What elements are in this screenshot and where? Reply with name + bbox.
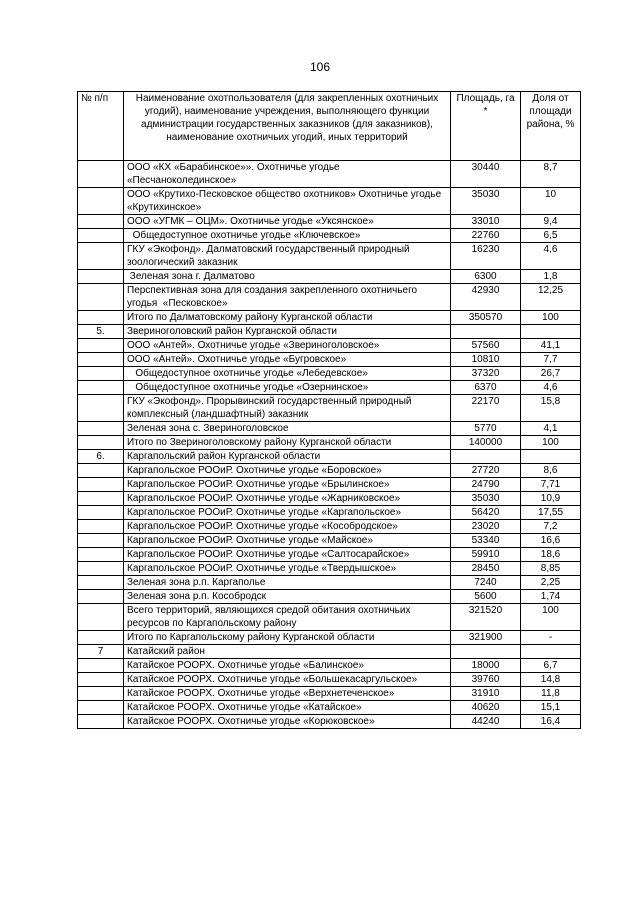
row-share: 11,8	[521, 687, 581, 701]
table-row	[78, 381, 581, 395]
row-name: Итого по Звериноголовскому району Курганской области	[124, 436, 451, 450]
table-header-row	[78, 92, 581, 161]
table-row	[78, 311, 581, 325]
row-name: Катайское РООРХ. Охотничье угодье «Катайское»	[124, 701, 451, 715]
row-share: 17,55	[521, 506, 581, 520]
row-name: Зеленая зона р.п. Кособродск	[124, 590, 451, 604]
row-number	[78, 562, 124, 576]
header-number: № п/п	[78, 92, 124, 161]
row-name: Каргапольское РООиР. Охотничье угодье «Майское»	[124, 534, 451, 548]
row-area: 59910	[451, 548, 521, 562]
row-share: 100	[521, 436, 581, 450]
row-name: Зеленая зона с. Звериноголовское	[124, 422, 451, 436]
row-area: 7240	[451, 576, 521, 590]
row-area	[451, 645, 521, 659]
row-share: -	[521, 631, 581, 645]
row-name: ООО «Крутихо-Песковское общество охотников» Охотничье угодье «Крутихинское»	[124, 188, 451, 215]
row-name: Итого по Каргапольскому району Курганской области	[124, 631, 451, 645]
row-share: 15,1	[521, 701, 581, 715]
row-number	[78, 590, 124, 604]
row-name: Каргапольское РООиР. Охотничье угодье «Кособродское»	[124, 520, 451, 534]
table-row	[78, 715, 581, 729]
row-name: ООО «КХ «Барабинское»». Охотничье угодье «Песчаноколединское»	[124, 161, 451, 188]
row-area: 321900	[451, 631, 521, 645]
row-number	[78, 353, 124, 367]
row-number	[78, 659, 124, 673]
row-area: 37320	[451, 367, 521, 381]
table-row	[78, 701, 581, 715]
row-share: 41,1	[521, 339, 581, 353]
table-row	[78, 395, 581, 422]
row-area: 28450	[451, 562, 521, 576]
table-row	[78, 506, 581, 520]
table-row	[78, 353, 581, 367]
table-row	[78, 339, 581, 353]
row-area	[451, 325, 521, 339]
row-share: 100	[521, 311, 581, 325]
row-area: 56420	[451, 506, 521, 520]
row-number	[78, 395, 124, 422]
table-body	[78, 161, 581, 729]
row-share: 1,74	[521, 590, 581, 604]
row-name: Зеленая зона р.п. Каргаполье	[124, 576, 451, 590]
row-number	[78, 161, 124, 188]
table-row	[78, 188, 581, 215]
row-name: Каргапольское РООиР. Охотничье угодье «Боровское»	[124, 464, 451, 478]
row-number	[78, 311, 124, 325]
row-area: 57560	[451, 339, 521, 353]
row-number	[78, 381, 124, 395]
row-share: 4,6	[521, 243, 581, 270]
row-share: 1,8	[521, 270, 581, 284]
header-name: Наименование охотпользователя (для закрепленных охотничьих угодий), наименование учреждения, выполняющего функции администрации государственных заказников (для заказников), наименование охотничьих угодий, иных территорий	[124, 92, 451, 161]
row-area: 5600	[451, 590, 521, 604]
row-share: 4,6	[521, 381, 581, 395]
table-row	[78, 367, 581, 381]
row-name: Катайский район	[124, 645, 451, 659]
row-name: ООО «УГМК – ОЦМ». Охотничье угодье «Уксянское»	[124, 215, 451, 229]
row-share: 9,4	[521, 215, 581, 229]
table-row	[78, 464, 581, 478]
row-area: 31910	[451, 687, 521, 701]
row-area: 6370	[451, 381, 521, 395]
row-number	[78, 604, 124, 631]
table-row	[78, 450, 581, 464]
row-number: 7	[78, 645, 124, 659]
row-share: 4,1	[521, 422, 581, 436]
row-name: ООО «Антей». Охотничье угодье «Бугровское»	[124, 353, 451, 367]
row-number	[78, 478, 124, 492]
table-row	[78, 576, 581, 590]
table-row	[78, 436, 581, 450]
row-name: Общедоступное охотничье угодье «Лебедевское»	[124, 367, 451, 381]
row-area: 39760	[451, 673, 521, 687]
row-name: Катайское РООРХ. Охотничье угодье «Большекасаргульское»	[124, 673, 451, 687]
row-area: 350570	[451, 311, 521, 325]
table-row	[78, 631, 581, 645]
table-row	[78, 562, 581, 576]
row-number	[78, 673, 124, 687]
row-area: 22170	[451, 395, 521, 422]
row-number	[78, 339, 124, 353]
row-share: 15,8	[521, 395, 581, 422]
row-name: ГКУ «Экофонд». Далматовский государственный природный зоологический заказник	[124, 243, 451, 270]
row-share: 7,2	[521, 520, 581, 534]
row-number: 6.	[78, 450, 124, 464]
header-area: Площадь, га *	[451, 92, 521, 161]
row-share	[521, 450, 581, 464]
row-share: 14,8	[521, 673, 581, 687]
table-row	[78, 243, 581, 270]
row-share: 18,6	[521, 548, 581, 562]
row-share	[521, 645, 581, 659]
row-share: 10,9	[521, 492, 581, 506]
row-number	[78, 270, 124, 284]
row-share: 6,7	[521, 659, 581, 673]
row-number	[78, 631, 124, 645]
row-name: Каргапольское РООиР. Охотничье угодье «Твердышское»	[124, 562, 451, 576]
row-name: Общедоступное охотничье угодье «Озернинское»	[124, 381, 451, 395]
table-row	[78, 215, 581, 229]
row-name: Перспективная зона для создания закрепленного охотничьего угодья «Песковское»	[124, 284, 451, 311]
row-area: 35030	[451, 188, 521, 215]
table-row	[78, 229, 581, 243]
row-name: Итого по Далматовскому району Курганской области	[124, 311, 451, 325]
row-area: 18000	[451, 659, 521, 673]
row-share: 7,7	[521, 353, 581, 367]
row-share: 16,4	[521, 715, 581, 729]
row-area: 10810	[451, 353, 521, 367]
row-area: 5770	[451, 422, 521, 436]
row-number	[78, 229, 124, 243]
table-row	[78, 687, 581, 701]
row-area: 24790	[451, 478, 521, 492]
row-number	[78, 215, 124, 229]
row-name: ООО «Антей». Охотничье угодье «Звериноголовское»	[124, 339, 451, 353]
row-name: Катайское РООРХ. Охотничье угодье «Балинское»	[124, 659, 451, 673]
table-row	[78, 548, 581, 562]
row-number	[78, 520, 124, 534]
row-share: 7,71	[521, 478, 581, 492]
row-number	[78, 548, 124, 562]
row-area: 33010	[451, 215, 521, 229]
row-name: Общедоступное охотничье угодье «Ключевское»	[124, 229, 451, 243]
page-number: 106	[309, 60, 331, 74]
row-name: Каргапольское РООиР. Охотничье угодье «Салтосарайское»	[124, 548, 451, 562]
row-share	[521, 325, 581, 339]
row-number	[78, 506, 124, 520]
row-area: 22760	[451, 229, 521, 243]
row-area: 321520	[451, 604, 521, 631]
row-number	[78, 188, 124, 215]
row-share: 6,5	[521, 229, 581, 243]
row-share: 2,25	[521, 576, 581, 590]
row-number	[78, 492, 124, 506]
hunting-grounds-table	[77, 91, 581, 729]
table-row	[78, 325, 581, 339]
table-row	[78, 673, 581, 687]
row-area: 40620	[451, 701, 521, 715]
row-area: 42930	[451, 284, 521, 311]
row-name: Всего территорий, являющихся средой обитания охотничьих ресурсов по Каргапольскому району	[124, 604, 451, 631]
table-row	[78, 478, 581, 492]
row-name: ГКУ «Экофонд». Прорывинский государственный природный комплексный (ландшафтный) заказник	[124, 395, 451, 422]
row-name: Катайское РООРХ. Охотничье угодье «Корюковское»	[124, 715, 451, 729]
row-name: Каргапольский район Курганской области	[124, 450, 451, 464]
row-name: Зеленая зона г. Далматово	[124, 270, 451, 284]
table-row	[78, 422, 581, 436]
table-row	[78, 161, 581, 188]
table-row	[78, 534, 581, 548]
row-name: Каргапольское РООиР. Охотничье угодье «Каргапольское»	[124, 506, 451, 520]
row-number	[78, 284, 124, 311]
header-share: Доля от площади района, %	[521, 92, 581, 161]
table-row	[78, 520, 581, 534]
row-share: 100	[521, 604, 581, 631]
row-share: 8,6	[521, 464, 581, 478]
row-number	[78, 464, 124, 478]
row-share: 16,6	[521, 534, 581, 548]
row-name: Каргапольское РООиР. Охотничье угодье «Брылинское»	[124, 478, 451, 492]
row-share: 8,7	[521, 161, 581, 188]
row-number	[78, 701, 124, 715]
row-area: 53340	[451, 534, 521, 548]
row-name: Катайское РООРХ. Охотничье угодье «Верхнетеченское»	[124, 687, 451, 701]
table-row	[78, 270, 581, 284]
row-number	[78, 687, 124, 701]
table-row	[78, 284, 581, 311]
row-share: 8,85	[521, 562, 581, 576]
row-number	[78, 243, 124, 270]
table-row	[78, 604, 581, 631]
row-area	[451, 450, 521, 464]
row-number	[78, 534, 124, 548]
row-share: 12,25	[521, 284, 581, 311]
row-area: 30440	[451, 161, 521, 188]
row-number: 5.	[78, 325, 124, 339]
row-share: 10	[521, 188, 581, 215]
row-number	[78, 367, 124, 381]
table-row	[78, 645, 581, 659]
row-number	[78, 422, 124, 436]
row-share: 26,7	[521, 367, 581, 381]
row-number	[78, 576, 124, 590]
table-row	[78, 590, 581, 604]
row-number	[78, 436, 124, 450]
row-number	[78, 715, 124, 729]
row-area: 44240	[451, 715, 521, 729]
row-area: 140000	[451, 436, 521, 450]
row-area: 35030	[451, 492, 521, 506]
row-area: 16230	[451, 243, 521, 270]
row-name: Каргапольское РООиР. Охотничье угодье «Жарниковское»	[124, 492, 451, 506]
row-area: 23020	[451, 520, 521, 534]
row-area: 27720	[451, 464, 521, 478]
row-name: Звериноголовский район Курганской области	[124, 325, 451, 339]
table-row	[78, 492, 581, 506]
table-row	[78, 659, 581, 673]
row-area: 6300	[451, 270, 521, 284]
